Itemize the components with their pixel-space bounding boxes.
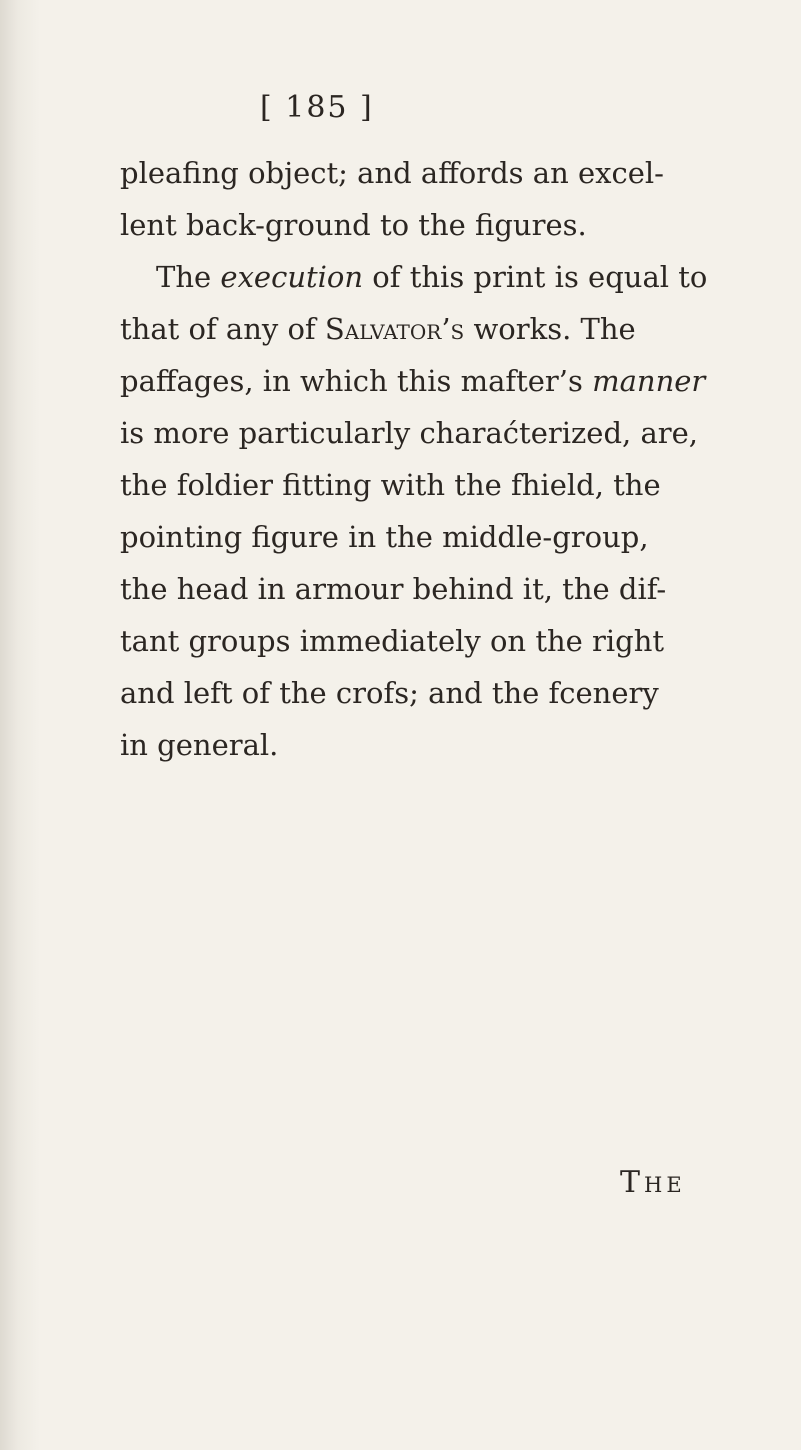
text-segment: pleafing object; and affords an excel-	[120, 156, 664, 190]
text-segment: manner	[592, 364, 706, 398]
text-segment: execution	[220, 260, 364, 294]
body-text	[120, 147, 720, 771]
text-line	[120, 667, 720, 719]
text-line	[120, 511, 720, 563]
text-segment: the foldier fitting with the fhield, the	[120, 468, 661, 502]
text-segment: paffages, in which this mafter’s	[120, 364, 593, 398]
text-segment: lent back-ground to the figures.	[120, 208, 587, 242]
text-line	[120, 615, 720, 667]
text-segment: The	[156, 260, 221, 294]
text-line	[120, 199, 720, 251]
text-line	[120, 459, 720, 511]
text-line	[120, 719, 720, 771]
text-segment: in general.	[120, 728, 279, 762]
text-segment: the head in armour behind it, the dif-	[120, 572, 667, 606]
text-line	[120, 355, 720, 407]
text-line	[120, 147, 720, 199]
text-line	[120, 303, 720, 355]
text-segment: that of any of	[120, 312, 325, 346]
text-segment: works. The	[464, 312, 636, 346]
text-segment: of this print is equal to	[363, 260, 708, 294]
text-segment: tant groups immediately on the right	[120, 624, 665, 658]
text-segment: pointing figure in the middle-group,	[120, 520, 649, 554]
text-line	[120, 407, 720, 459]
text-segment: Salvator’s	[324, 312, 465, 346]
catchword: The	[620, 1165, 686, 1200]
text-segment: is more particularly charaćterized, are,	[120, 416, 698, 450]
page-number: [ 185 ]	[260, 90, 374, 125]
text-segment: and left of the crofs; and the fcenery	[120, 676, 659, 710]
text-line	[120, 563, 720, 615]
text-line	[120, 251, 720, 303]
